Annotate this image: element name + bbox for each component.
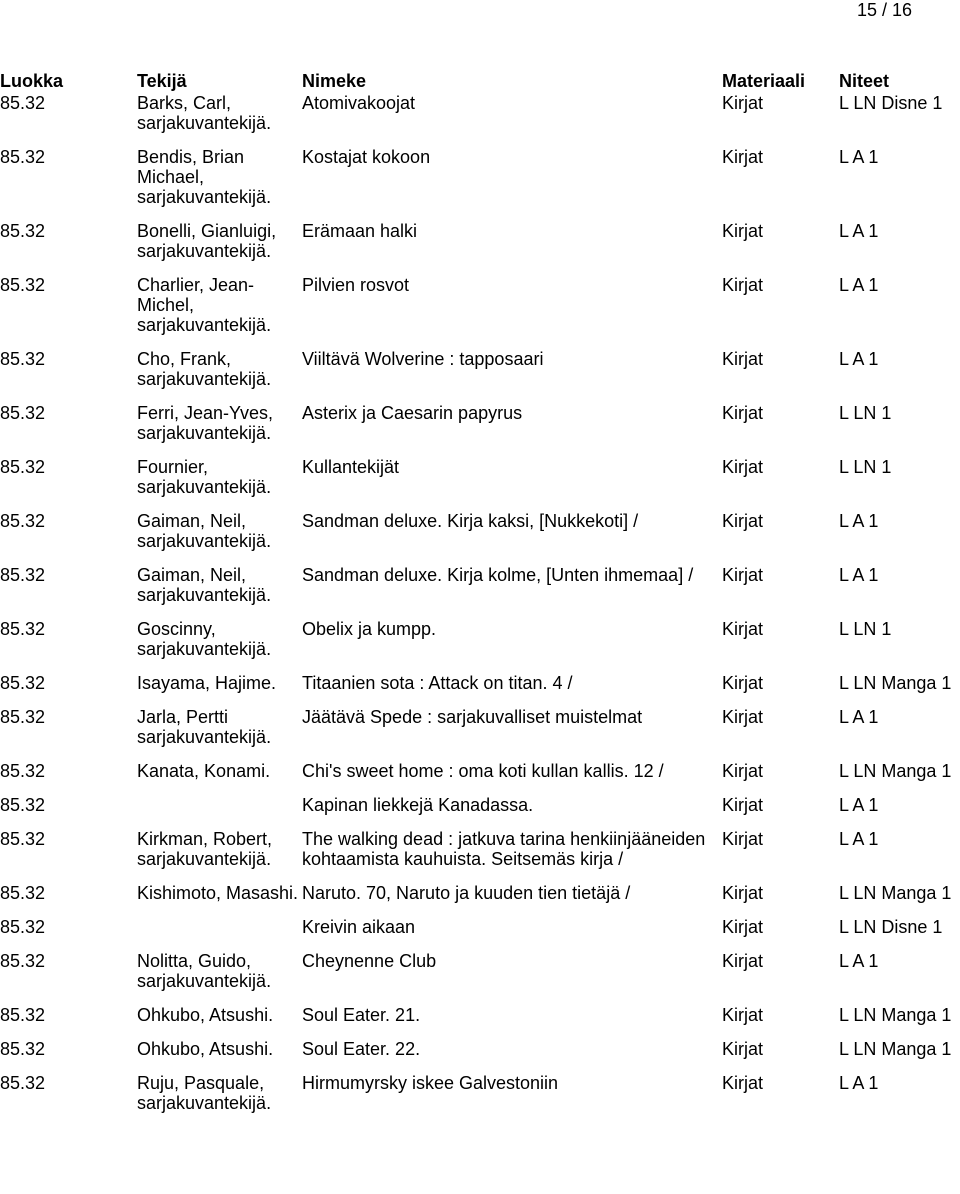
luokka-cell: 85.32 — [0, 673, 46, 693]
table-row — [0, 1073, 960, 1127]
material-cell: Kirjat — [722, 221, 764, 241]
luokka-cell: 85.32 — [0, 1005, 46, 1025]
author-cell — [137, 93, 302, 147]
author-cell — [137, 565, 302, 619]
luokka-cell: 85.32 — [0, 1039, 46, 1059]
material-cell: Kirjat — [722, 883, 764, 903]
author-role: sarjakuvantekijä. — [137, 369, 272, 389]
luokka-cell: 85.32 — [0, 795, 46, 815]
copies-cell: L LN 1 — [839, 403, 892, 423]
luokka-cell: 85.32 — [0, 511, 46, 531]
luokka-cell: 85.32 — [0, 761, 46, 781]
author-name: Ohkubo, Atsushi. — [137, 1005, 274, 1025]
material-cell: Kirjat — [722, 951, 764, 971]
copies-cell: L LN Manga 1 — [839, 673, 952, 693]
author-name: Bonelli, Gianluigi, — [137, 221, 277, 241]
copies-cell: L A 1 — [839, 511, 879, 531]
author-cell — [137, 1005, 302, 1039]
luokka-cell: 85.32 — [0, 917, 46, 937]
luokka-cell: 85.32 — [0, 349, 46, 369]
author-cell — [137, 917, 302, 951]
luokka-cell: 85.32 — [0, 829, 46, 849]
author-cell — [137, 619, 302, 673]
author-name: Gaiman, Neil, — [137, 511, 247, 531]
table-row — [0, 883, 960, 917]
title-cell: Soul Eater. 21. — [302, 1005, 421, 1025]
title-cell: Sandman deluxe. Kirja kaksi, [Nukkekoti] / — [302, 511, 639, 531]
table-row — [0, 1039, 960, 1073]
author-cell — [137, 1073, 302, 1127]
table-header — [0, 70, 960, 93]
title-cell: Chi's sweet home : oma koti kullan kallis. 12 / — [302, 761, 664, 781]
header-nimeke: Nimeke — [302, 71, 367, 91]
material-cell: Kirjat — [722, 795, 764, 815]
author-name: Bendis, Brian Michael, — [137, 147, 245, 187]
author-name: Ferri, Jean-Yves, — [137, 403, 274, 423]
table-row — [0, 795, 960, 829]
luokka-cell: 85.32 — [0, 619, 46, 639]
material-cell: Kirjat — [722, 1073, 764, 1093]
author-name: Jarla, Pertti — [137, 707, 229, 727]
material-cell: Kirjat — [722, 761, 764, 781]
table-row — [0, 829, 960, 883]
table-row — [0, 349, 960, 403]
table-row — [0, 951, 960, 1005]
copies-cell: L A 1 — [839, 951, 879, 971]
table-row — [0, 147, 960, 221]
copies-cell: L LN 1 — [839, 619, 892, 639]
table-row — [0, 917, 960, 951]
material-cell: Kirjat — [722, 829, 764, 849]
author-cell — [137, 221, 302, 275]
author-role: sarjakuvantekijä. — [137, 971, 272, 991]
luokka-cell: 85.32 — [0, 403, 46, 423]
author-cell — [137, 707, 302, 761]
author-role: sarjakuvantekijä. — [137, 241, 272, 261]
catalog-table — [0, 70, 960, 1127]
table-row — [0, 673, 960, 707]
author-cell — [137, 1039, 302, 1073]
table-row — [0, 707, 960, 761]
copies-cell: L LN Manga 1 — [839, 1039, 952, 1059]
table-row — [0, 761, 960, 795]
luokka-cell: 85.32 — [0, 951, 46, 971]
author-role: sarjakuvantekijä. — [137, 531, 272, 551]
author-role: sarjakuvantekijä. — [137, 477, 272, 497]
material-cell: Kirjat — [722, 1005, 764, 1025]
material-cell: Kirjat — [722, 917, 764, 937]
copies-cell: L A 1 — [839, 1073, 879, 1093]
author-cell — [137, 275, 302, 349]
material-cell: Kirjat — [722, 619, 764, 639]
author-name: Barks, Carl, — [137, 93, 232, 113]
table-row — [0, 565, 960, 619]
title-cell: Atomivakoojat — [302, 93, 416, 113]
author-cell — [137, 349, 302, 403]
author-cell — [137, 147, 302, 221]
copies-cell: L A 1 — [839, 707, 879, 727]
author-name: Kishimoto, Masashi. — [137, 883, 299, 903]
title-cell: Kullantekijät — [302, 457, 400, 477]
header-luokka: Luokka — [0, 71, 64, 91]
author-cell — [137, 403, 302, 457]
page-number: 15 / 16 — [856, 0, 912, 20]
table-row — [0, 1005, 960, 1039]
copies-cell: L A 1 — [839, 147, 879, 167]
author-name: Kanata, Konami. — [137, 761, 271, 781]
title-cell: Kostajat kokoon — [302, 147, 431, 167]
material-cell: Kirjat — [722, 673, 764, 693]
title-cell: Obelix ja kumpp. — [302, 619, 437, 639]
title-cell: Jäätävä Spede : sarjakuvalliset muistelmat — [302, 707, 643, 727]
material-cell: Kirjat — [722, 93, 764, 113]
author-role: sarjakuvantekijä. — [137, 187, 272, 207]
copies-cell: L LN Disne 1 — [839, 93, 943, 113]
author-cell — [137, 761, 302, 795]
author-cell — [137, 883, 302, 917]
luokka-cell: 85.32 — [0, 275, 46, 295]
table-row — [0, 619, 960, 673]
material-cell: Kirjat — [722, 403, 764, 423]
header-niteet: Niteet — [839, 71, 890, 91]
title-cell: Soul Eater. 22. — [302, 1039, 421, 1059]
author-name: Kirkman, Robert, — [137, 829, 273, 849]
title-cell: The walking dead : jatkuva tarina henkiinjääneiden kohtaamista kauhuista. Seitsemäs kirja / — [302, 829, 706, 869]
luokka-cell: 85.32 — [0, 457, 46, 477]
copies-cell: L LN Manga 1 — [839, 1005, 952, 1025]
author-role: sarjakuvantekijä. — [137, 849, 272, 869]
copies-cell: L LN Manga 1 — [839, 883, 952, 903]
luokka-cell: 85.32 — [0, 565, 46, 585]
author-cell — [137, 829, 302, 883]
luokka-cell: 85.32 — [0, 147, 46, 167]
copies-cell: L A 1 — [839, 795, 879, 815]
author-role: sarjakuvantekijä. — [137, 639, 272, 659]
luokka-cell: 85.32 — [0, 1073, 46, 1093]
title-cell: Sandman deluxe. Kirja kolme, [Unten ihmemaa] / — [302, 565, 694, 585]
table-row — [0, 93, 960, 147]
header-row — [0, 70, 960, 93]
author-role: sarjakuvantekijä. — [137, 1093, 272, 1113]
header-materiaali: Materiaali — [722, 71, 806, 91]
copies-cell: L A 1 — [839, 829, 879, 849]
material-cell: Kirjat — [722, 275, 764, 295]
copies-cell: L LN 1 — [839, 457, 892, 477]
title-cell: Hirmumyrsky iskee Galvestoniin — [302, 1073, 559, 1093]
author-cell — [137, 795, 302, 829]
author-role: sarjakuvantekijä. — [137, 727, 272, 747]
copies-cell: L LN Manga 1 — [839, 761, 952, 781]
material-cell: Kirjat — [722, 1039, 764, 1059]
title-cell: Kapinan liekkejä Kanadassa. — [302, 795, 534, 815]
title-cell: Asterix ja Caesarin papyrus — [302, 403, 523, 423]
luokka-cell: 85.32 — [0, 883, 46, 903]
title-cell: Viiltävä Wolverine : tapposaari — [302, 349, 544, 369]
material-cell: Kirjat — [722, 565, 764, 585]
author-name: Gaiman, Neil, — [137, 565, 247, 585]
title-cell: Cheynenne Club — [302, 951, 437, 971]
header-tekija: Tekijä — [137, 71, 187, 91]
material-cell: Kirjat — [722, 511, 764, 531]
material-cell: Kirjat — [722, 457, 764, 477]
author-name: Cho, Frank, — [137, 349, 232, 369]
table-row — [0, 403, 960, 457]
title-cell: Naruto. 70, Naruto ja kuuden tien tietäjä / — [302, 883, 631, 903]
copies-cell: L A 1 — [839, 221, 879, 241]
author-cell — [137, 511, 302, 565]
table-row — [0, 221, 960, 275]
copies-cell: L LN Disne 1 — [839, 917, 943, 937]
copies-cell: L A 1 — [839, 565, 879, 585]
author-name: Fournier, — [137, 457, 209, 477]
author-name: Nolitta, Guido, — [137, 951, 252, 971]
title-cell: Kreivin aikaan — [302, 917, 416, 937]
luokka-cell: 85.32 — [0, 221, 46, 241]
author-name: Charlier, Jean-Michel, — [137, 275, 255, 315]
author-role: sarjakuvantekijä. — [137, 423, 272, 443]
author-name: Goscinny, — [137, 619, 216, 639]
table-row — [0, 457, 960, 511]
luokka-cell: 85.32 — [0, 707, 46, 727]
author-name: Ohkubo, Atsushi. — [137, 1039, 274, 1059]
author-cell — [137, 457, 302, 511]
author-role: sarjakuvantekijä. — [137, 315, 272, 335]
table-row — [0, 511, 960, 565]
author-name: Isayama, Hajime. — [137, 673, 277, 693]
material-cell: Kirjat — [722, 349, 764, 369]
material-cell: Kirjat — [722, 147, 764, 167]
material-cell: Kirjat — [722, 707, 764, 727]
title-cell: Pilvien rosvot — [302, 275, 410, 295]
title-cell: Erämaan halki — [302, 221, 418, 241]
author-name: Ruju, Pasquale, — [137, 1073, 265, 1093]
author-cell — [137, 951, 302, 1005]
table-row — [0, 275, 960, 349]
author-role: sarjakuvantekijä. — [137, 585, 272, 605]
luokka-cell: 85.32 — [0, 93, 46, 113]
author-role: sarjakuvantekijä. — [137, 113, 272, 133]
copies-cell: L A 1 — [839, 349, 879, 369]
title-cell: Titaanien sota : Attack on titan. 4 / — [302, 673, 573, 693]
author-cell — [137, 673, 302, 707]
table-body — [0, 93, 960, 1127]
copies-cell: L A 1 — [839, 275, 879, 295]
